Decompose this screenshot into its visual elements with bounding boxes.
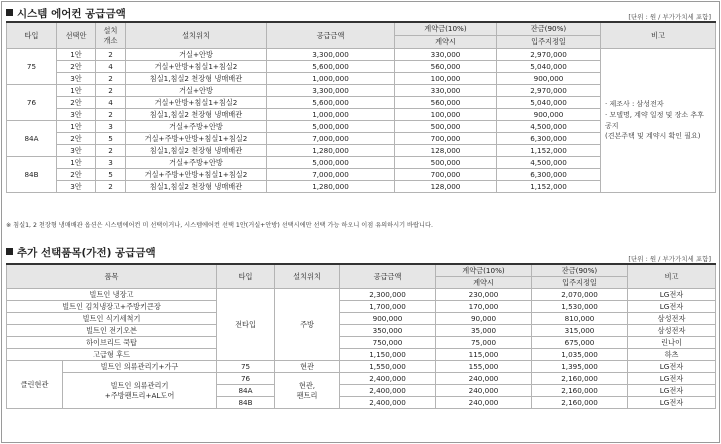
option-cell: 2안 xyxy=(57,133,96,145)
item-cell: 빌트인 김치냉장고+주방키큰장 xyxy=(7,301,217,313)
remarks-cell: LG전자 xyxy=(628,373,716,385)
balance-cell: 1,395,000 xyxy=(532,361,628,373)
remarks-cell: LG전자 xyxy=(628,385,716,397)
header-type: 타입 xyxy=(7,22,57,49)
deposit-cell: 330,000 xyxy=(395,85,497,97)
remarks-cell: 삼성전자 xyxy=(628,313,716,325)
count-cell: 2 xyxy=(96,85,126,97)
header-deposit-sub: 계약시 xyxy=(395,36,497,49)
header-location: 설치위치 xyxy=(275,264,340,289)
balance-cell: 6,300,000 xyxy=(497,133,601,145)
type-cell: 75 xyxy=(217,361,275,373)
deposit-cell: 170,000 xyxy=(436,301,532,313)
supply-cell: 1,550,000 xyxy=(340,361,436,373)
supply-cell: 900,000 xyxy=(340,313,436,325)
supply-cell: 1,000,000 xyxy=(267,109,395,121)
table-row xyxy=(7,349,716,361)
supply-cell: 2,300,000 xyxy=(340,289,436,301)
table-row xyxy=(7,361,716,373)
location-cell: 거실+주방+안방 xyxy=(126,157,267,169)
type-cell: 전타입 xyxy=(217,289,275,361)
balance-cell: 6,300,000 xyxy=(497,169,601,181)
location-cell: 침실1,침실2 천장형 냉매배관 xyxy=(126,73,267,85)
supply-cell: 3,300,000 xyxy=(267,85,395,97)
table-row xyxy=(7,49,716,61)
header-balance: 잔금(90%) xyxy=(532,264,628,277)
location-cell: 거실+안방 xyxy=(126,85,267,97)
option-cell: 1안 xyxy=(57,85,96,97)
type-cell: 84A xyxy=(7,121,57,157)
header-deposit-sub: 계약시 xyxy=(436,277,532,289)
supply-cell: 3,300,000 xyxy=(267,49,395,61)
section2-unit: [단위 : 원 / 부가가치세 포함] xyxy=(628,255,711,263)
supply-cell: 1,280,000 xyxy=(267,145,395,157)
header-remarks: 비고 xyxy=(601,22,716,49)
deposit-cell: 330,000 xyxy=(395,49,497,61)
count-cell: 3 xyxy=(96,121,126,133)
type-cell: 84A xyxy=(217,385,275,397)
supply-cell: 7,000,000 xyxy=(267,133,395,145)
location-cell: 거실+안방 xyxy=(126,49,267,61)
header-balance: 잔금(90%) xyxy=(497,22,601,36)
location-cell: 거실+안방+침실1+침실2 xyxy=(126,61,267,73)
deposit-cell: 128,000 xyxy=(395,145,497,157)
deposit-cell: 500,000 xyxy=(395,157,497,169)
remarks-cell: LG전자 xyxy=(628,289,716,301)
type-cell: 84B xyxy=(217,397,275,409)
type-cell: 76 xyxy=(217,373,275,385)
location-cell: 침실1,침실2 천장형 냉매배관 xyxy=(126,181,267,193)
section1-note: ※ 침실1, 2 천장형 냉매배관 옵션은 시스템에어컨 미 선택이거나, 시스템에어컨 선택 1안(거실+안방) 선택시에만 선택 가능 하오니 이점 유의하시기 바랍니다. xyxy=(6,222,433,229)
remarks-cell: 린나이 xyxy=(628,337,716,349)
deposit-cell: 700,000 xyxy=(395,133,497,145)
item-cell: 빌트인 전기오븐 xyxy=(7,325,217,337)
bullet-square-icon xyxy=(6,9,13,16)
balance-cell: 810,000 xyxy=(532,313,628,325)
header-remarks: 비고 xyxy=(628,264,716,289)
deposit-cell: 100,000 xyxy=(395,109,497,121)
deposit-cell: 100,000 xyxy=(395,73,497,85)
location-cell: 현관 xyxy=(275,361,340,373)
count-cell: 2 xyxy=(96,145,126,157)
supply-cell: 2,400,000 xyxy=(340,397,436,409)
remarks-cell: 삼성전자 xyxy=(628,325,716,337)
balance-cell: 1,035,000 xyxy=(532,349,628,361)
deposit-cell: 560,000 xyxy=(395,97,497,109)
deposit-cell: 230,000 xyxy=(436,289,532,301)
deposit-cell: 90,000 xyxy=(436,313,532,325)
option-cell: 2안 xyxy=(57,97,96,109)
section2-title: 추가 선택품목(가전) 공급금액 xyxy=(6,245,156,260)
section1-title: 시스템 에어컨 공급금액 xyxy=(6,6,126,21)
balance-cell: 5,040,000 xyxy=(497,97,601,109)
remarks-cell: 하츠 xyxy=(628,349,716,361)
table-row xyxy=(7,301,716,313)
deposit-cell: 560,000 xyxy=(395,61,497,73)
appliance-price-table xyxy=(6,263,716,409)
header-supply: 공급금액 xyxy=(267,22,395,49)
header-deposit: 계약금(10%) xyxy=(436,264,532,277)
balance-cell: 675,000 xyxy=(532,337,628,349)
supply-cell: 1,700,000 xyxy=(340,301,436,313)
item-cell: 빌트인 식기세척기 xyxy=(7,313,217,325)
item-cell: 하이브리드 쿡탑 xyxy=(7,337,217,349)
count-cell: 2 xyxy=(96,181,126,193)
balance-cell: 4,500,000 xyxy=(497,157,601,169)
deposit-cell: 128,000 xyxy=(395,181,497,193)
balance-cell: 900,000 xyxy=(497,109,601,121)
remarks-cell: LG전자 xyxy=(628,301,716,313)
deposit-cell: 240,000 xyxy=(436,397,532,409)
balance-cell: 2,970,000 xyxy=(497,85,601,97)
count-cell: 4 xyxy=(96,61,126,73)
remarks-cell: · 제조사 : 삼성전자 · 모델명, 계약 일정 및 장소 추후 공지 (견본주택 및 계약시 확인 필요) xyxy=(601,49,716,193)
option-cell: 1안 xyxy=(57,121,96,133)
balance-cell: 1,152,000 xyxy=(497,181,601,193)
balance-cell: 5,040,000 xyxy=(497,61,601,73)
supply-cell: 5,000,000 xyxy=(267,157,395,169)
header-type: 타입 xyxy=(217,264,275,289)
header-supply: 공급금액 xyxy=(340,264,436,289)
deposit-cell: 115,000 xyxy=(436,349,532,361)
location-cell: 주방 xyxy=(275,289,340,361)
option-cell: 3안 xyxy=(57,73,96,85)
location-cell: 현관, 팬트리 xyxy=(275,373,340,409)
supply-cell: 1,000,000 xyxy=(267,73,395,85)
count-cell: 4 xyxy=(96,97,126,109)
balance-cell: 2,160,000 xyxy=(532,373,628,385)
location-cell: 거실+안방+침실1+침실2 xyxy=(126,97,267,109)
balance-cell: 2,970,000 xyxy=(497,49,601,61)
deposit-cell: 35,000 xyxy=(436,325,532,337)
aircon-price-table xyxy=(6,21,716,193)
header-option: 선택안 xyxy=(57,22,96,49)
item-cell: 고급형 후드 xyxy=(7,349,217,361)
option-cell: 2안 xyxy=(57,61,96,73)
item-cell: 빌트인 냉장고 xyxy=(7,289,217,301)
header-location: 설치위치 xyxy=(126,22,267,49)
supply-cell: 350,000 xyxy=(340,325,436,337)
location-cell: 침실1,침실2 천장형 냉매배관 xyxy=(126,145,267,157)
supply-cell: 1,150,000 xyxy=(340,349,436,361)
header-deposit: 계약금(10%) xyxy=(395,22,497,36)
supply-cell: 7,000,000 xyxy=(267,169,395,181)
option-cell: 2안 xyxy=(57,169,96,181)
balance-cell: 2,070,000 xyxy=(532,289,628,301)
supply-cell: 2,400,000 xyxy=(340,385,436,397)
balance-cell: 2,160,000 xyxy=(532,385,628,397)
count-cell: 2 xyxy=(96,49,126,61)
supply-cell: 5,000,000 xyxy=(267,121,395,133)
option-cell: 3안 xyxy=(57,109,96,121)
balance-cell: 1,152,000 xyxy=(497,145,601,157)
location-cell: 거실+주방+안방 xyxy=(126,121,267,133)
table-row xyxy=(7,373,716,385)
option-cell: 3안 xyxy=(57,145,96,157)
type-cell: 76 xyxy=(7,85,57,121)
count-cell: 5 xyxy=(96,133,126,145)
header-balance-sub: 입주지정일 xyxy=(497,36,601,49)
option-cell: 3안 xyxy=(57,181,96,193)
type-cell: 84B xyxy=(7,157,57,193)
deposit-cell: 700,000 xyxy=(395,169,497,181)
deposit-cell: 155,000 xyxy=(436,361,532,373)
remarks-cell: LG전자 xyxy=(628,361,716,373)
deposit-cell: 240,000 xyxy=(436,385,532,397)
option-cell: 1안 xyxy=(57,157,96,169)
count-cell: 2 xyxy=(96,109,126,121)
item-cell: 빌트인 의류관리기+가구 xyxy=(63,361,217,373)
table-row xyxy=(7,325,716,337)
table-row xyxy=(7,337,716,349)
supply-cell: 1,280,000 xyxy=(267,181,395,193)
count-cell: 3 xyxy=(96,157,126,169)
section1-unit: [단위 : 원 / 부가가치세 포함] xyxy=(628,13,711,21)
bullet-square-icon xyxy=(6,248,13,255)
balance-cell: 4,500,000 xyxy=(497,121,601,133)
balance-cell: 1,530,000 xyxy=(532,301,628,313)
balance-cell: 900,000 xyxy=(497,73,601,85)
option-cell: 1안 xyxy=(57,49,96,61)
remarks-cell: LG전자 xyxy=(628,397,716,409)
location-cell: 침실1,침실2 천장형 냉매배관 xyxy=(126,109,267,121)
supply-cell: 2,400,000 xyxy=(340,373,436,385)
deposit-cell: 500,000 xyxy=(395,121,497,133)
location-cell: 거실+주방+안방+침실1+침실2 xyxy=(126,133,267,145)
deposit-cell: 75,000 xyxy=(436,337,532,349)
item-cell: 빌트인 의류관리기 +주방팬트리+AL도어 xyxy=(63,373,217,409)
count-cell: 2 xyxy=(96,73,126,85)
location-cell: 거실+주방+안방+침실1+침실2 xyxy=(126,169,267,181)
header-balance-sub: 입주지정일 xyxy=(532,277,628,289)
type-cell: 75 xyxy=(7,49,57,85)
count-cell: 5 xyxy=(96,169,126,181)
supply-cell: 5,600,000 xyxy=(267,97,395,109)
header-item: 품목 xyxy=(7,264,217,289)
header-count: 설치 개소 xyxy=(96,22,126,49)
supply-cell: 750,000 xyxy=(340,337,436,349)
category-cell: 클린현관 xyxy=(7,361,63,409)
table-row xyxy=(7,289,716,301)
deposit-cell: 240,000 xyxy=(436,373,532,385)
supply-cell: 5,600,000 xyxy=(267,61,395,73)
balance-cell: 2,160,000 xyxy=(532,397,628,409)
table-row xyxy=(7,313,716,325)
balance-cell: 315,000 xyxy=(532,325,628,337)
